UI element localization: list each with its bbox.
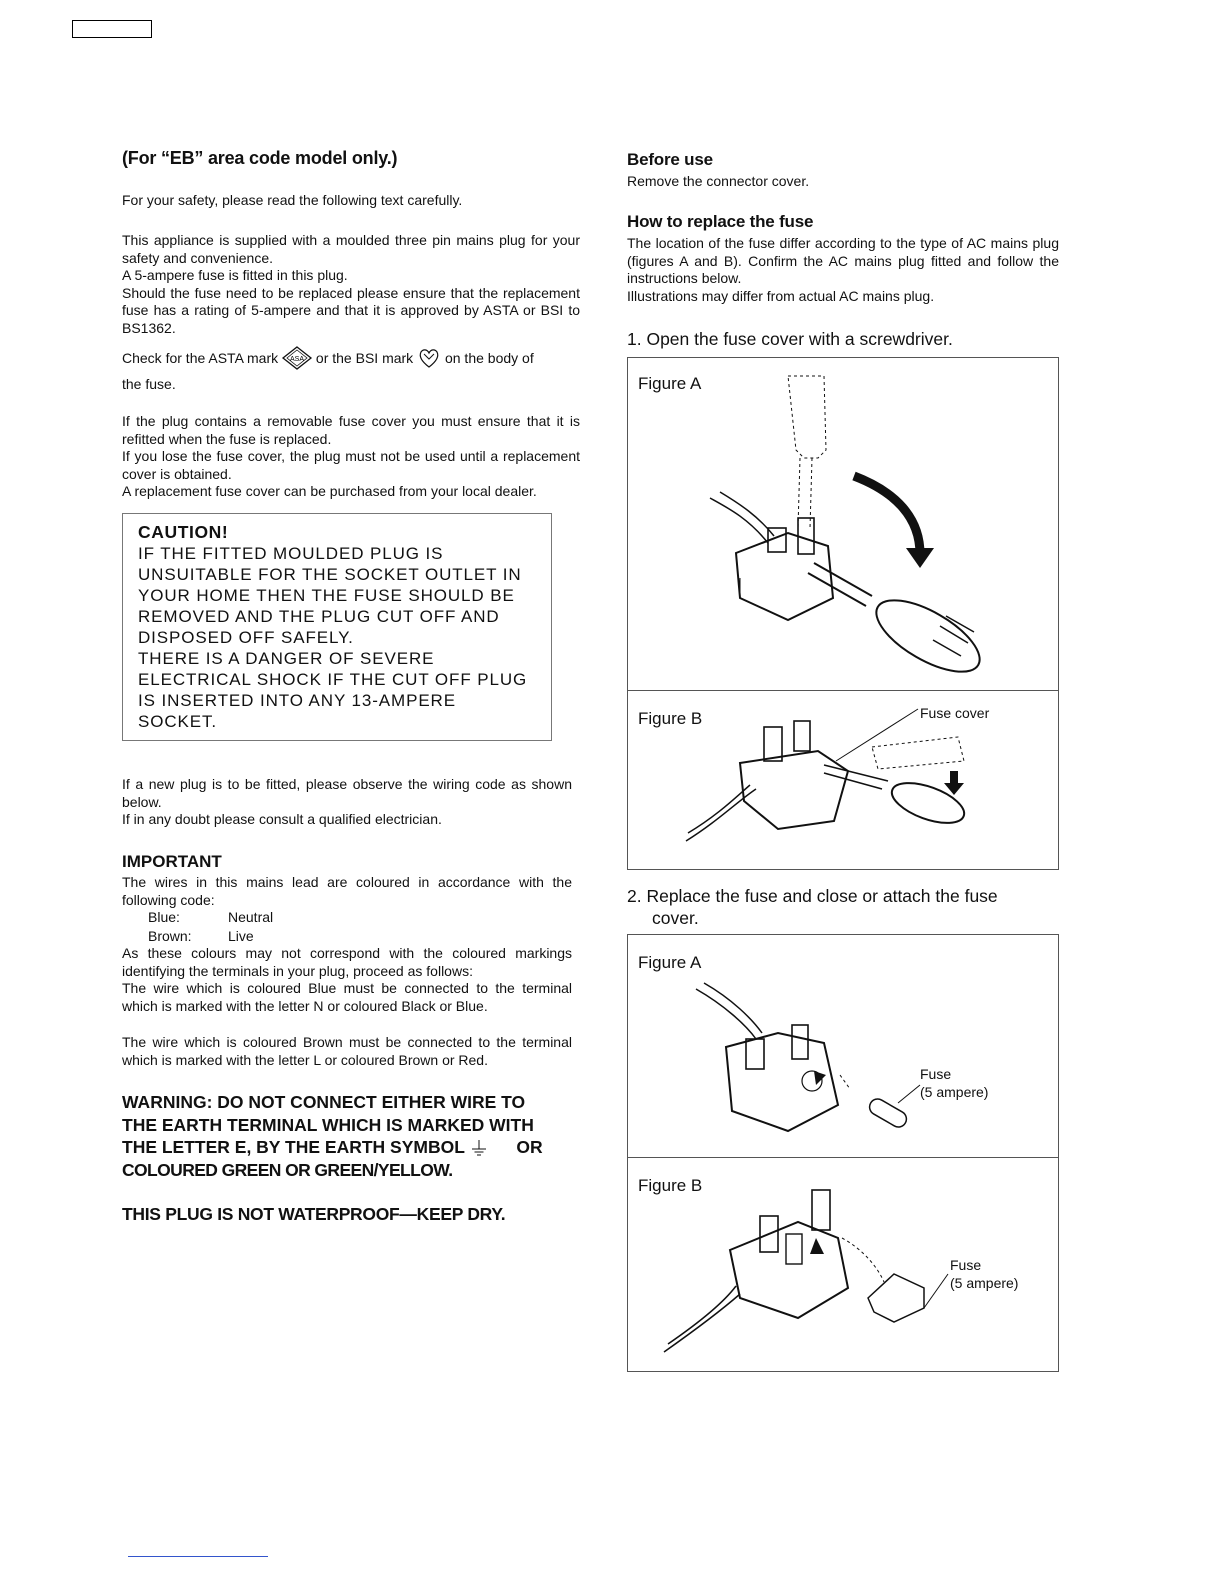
replace-fuse-heading: How to replace the fuse — [627, 212, 814, 231]
check-text-c: on the body of — [444, 350, 534, 366]
replace-fuse-note: Illustrations may differ from actual AC mains plug. — [627, 288, 935, 304]
fuse-cover-line: If you lose the fuse cover, the plug must not be used until a replacement cover is obtained. — [122, 448, 580, 482]
blue-wire-rule: The wire which is coloured Blue must be connected to the terminal which is marked with the letter N or coloured Black or Blue. — [122, 980, 572, 1014]
bsi-kitemark-icon — [417, 346, 441, 370]
figure-1a — [627, 357, 1059, 691]
important-intro: The wires in this mains lead are coloured in accordance with the following code: — [122, 874, 572, 908]
warning-line: THE LETTER E, BY THE EARTH SYMBOL OR — [122, 1137, 543, 1157]
caution-line: YOUR HOME THEN THE FUSE SHOULD BE — [138, 586, 515, 605]
figure-2a — [627, 934, 1059, 1158]
step-2 — [627, 885, 998, 929]
check-text-a: Check for the ASTA mark — [122, 350, 279, 366]
asta-mark-icon — [282, 346, 312, 370]
fuse-callout-2b: Fuse (5 ampere) — [950, 1257, 1019, 1291]
warning-block — [122, 1091, 582, 1181]
figure-1b — [627, 690, 1059, 870]
caution-box — [122, 513, 552, 741]
plug-screwdriver-illustration — [628, 358, 1058, 690]
check-text-d: the fuse. — [122, 376, 176, 392]
earth-symbol-icon — [471, 1140, 487, 1156]
before-use-heading: Before use — [627, 150, 713, 169]
caution-line: IS INSERTED INTO ANY 13-AMPERE — [138, 691, 456, 710]
caution-line: IF THE FITTED MOULDED PLUG IS — [138, 544, 444, 563]
fuse-insert-illustration-b — [628, 1158, 1058, 1371]
fuse-callout-2a: Fuse (5 ampere) — [920, 1066, 989, 1100]
safety-intro: For your safety, please read the following text carefully. — [122, 192, 463, 208]
bottom-link-underline — [128, 1556, 268, 1557]
step-1: 1. Open the fuse cover with a screwdriver. — [627, 329, 953, 349]
new-plug-line: If in any doubt please consult a qualified electrician. — [122, 811, 442, 828]
replace-fuse-text: The location of the fuse differ according to the type of AC mains plug (figures A and B). Confirm the AC mains plug fitted and follow the instructions below. — [627, 235, 1059, 287]
caution-line: SOCKET. — [138, 712, 218, 731]
fuse-insert-illustration-a — [628, 935, 1058, 1157]
plug-info-line: A 5-ampere fuse is fitted in this plug. — [122, 267, 348, 284]
wire-code-list — [148, 908, 273, 946]
caution-line: UNSUITABLE FOR THE SOCKET OUTLET IN — [138, 565, 522, 584]
warning-line: THE EARTH TERMINAL WHICH IS MARKED WITH — [122, 1114, 534, 1135]
caution-line: ELECTRICAL SHOCK IF THE CUT OFF PLUG — [138, 670, 528, 689]
before-use-text: Remove the connector cover. — [627, 173, 810, 189]
plug-info-line: Should the fuse need to be replaced please ensure that the replacement fuse has a rating of 5-ampere and that it is approved by ASTA or BSI to BS1362. — [122, 284, 580, 336]
waterproof-note: THIS PLUG IS NOT WATERPROOF—KEEP DRY. — [122, 1204, 506, 1224]
check-text-b: or the BSI mark — [315, 350, 414, 366]
fuse-cover-line: If the plug contains a removable fuse cover you must ensure that it is refitted when the fuse is replaced. — [122, 413, 580, 447]
step-2-line: cover. — [652, 908, 699, 928]
asta-bsi-check — [122, 345, 580, 397]
area-code-heading: (For “EB” area code model only.) — [122, 148, 398, 168]
caution-title: CAUTION! — [138, 522, 229, 542]
important-heading: IMPORTANT — [122, 852, 222, 871]
page-tag-box — [72, 20, 152, 38]
fuse-cover-line: A replacement fuse cover can be purchased from your local dealer. — [122, 483, 537, 500]
plug-info-line: This appliance is supplied with a moulded three pin mains plug for your safety and convenience. — [122, 232, 580, 266]
fuse-cover-illustration — [628, 691, 1058, 869]
plug-info-paragraph — [122, 232, 580, 338]
fuse-cover-paragraph — [122, 413, 580, 501]
caution-line: REMOVED AND THE PLUG CUT OFF AND — [138, 607, 500, 626]
new-plug-line: If a new plug is to be fitted, please observe the wiring code as shown below. — [122, 776, 572, 810]
figure-1b-label: Figure B — [638, 709, 703, 728]
brown-wire-rule: The wire which is coloured Brown must be connected to the terminal which is marked with the letter L or coloured Brown or Red. — [122, 1034, 572, 1068]
figure-2a-label: Figure A — [638, 953, 702, 972]
important-body: As these colours may not correspond with the coloured markings identifying the terminals in your plug, proceed as follows: — [122, 945, 572, 979]
new-plug-paragraph — [122, 776, 572, 829]
warning-line: COLOURED GREEN OR GREEN/YELLOW. — [122, 1159, 453, 1180]
wire-code-blue: Blue: Neutral — [148, 909, 274, 925]
figure-2b-label: Figure B — [638, 1176, 703, 1195]
step-2-line: 2. Replace the fuse and close or attach the fuse — [627, 886, 998, 906]
asta-mark-text: ASA — [290, 356, 305, 363]
caution-line: DISPOSED OFF SAFELY. — [138, 628, 354, 647]
caution-line: THERE IS A DANGER OF SEVERE — [138, 649, 435, 668]
warning-line: WARNING: DO NOT CONNECT EITHER WIRE TO — [122, 1092, 526, 1112]
fuse-cover-callout: Fuse cover — [920, 705, 990, 721]
figure-2b — [627, 1157, 1059, 1372]
figure-1a-label: Figure A — [638, 374, 702, 393]
wire-code-brown: Brown: Live — [148, 928, 254, 944]
